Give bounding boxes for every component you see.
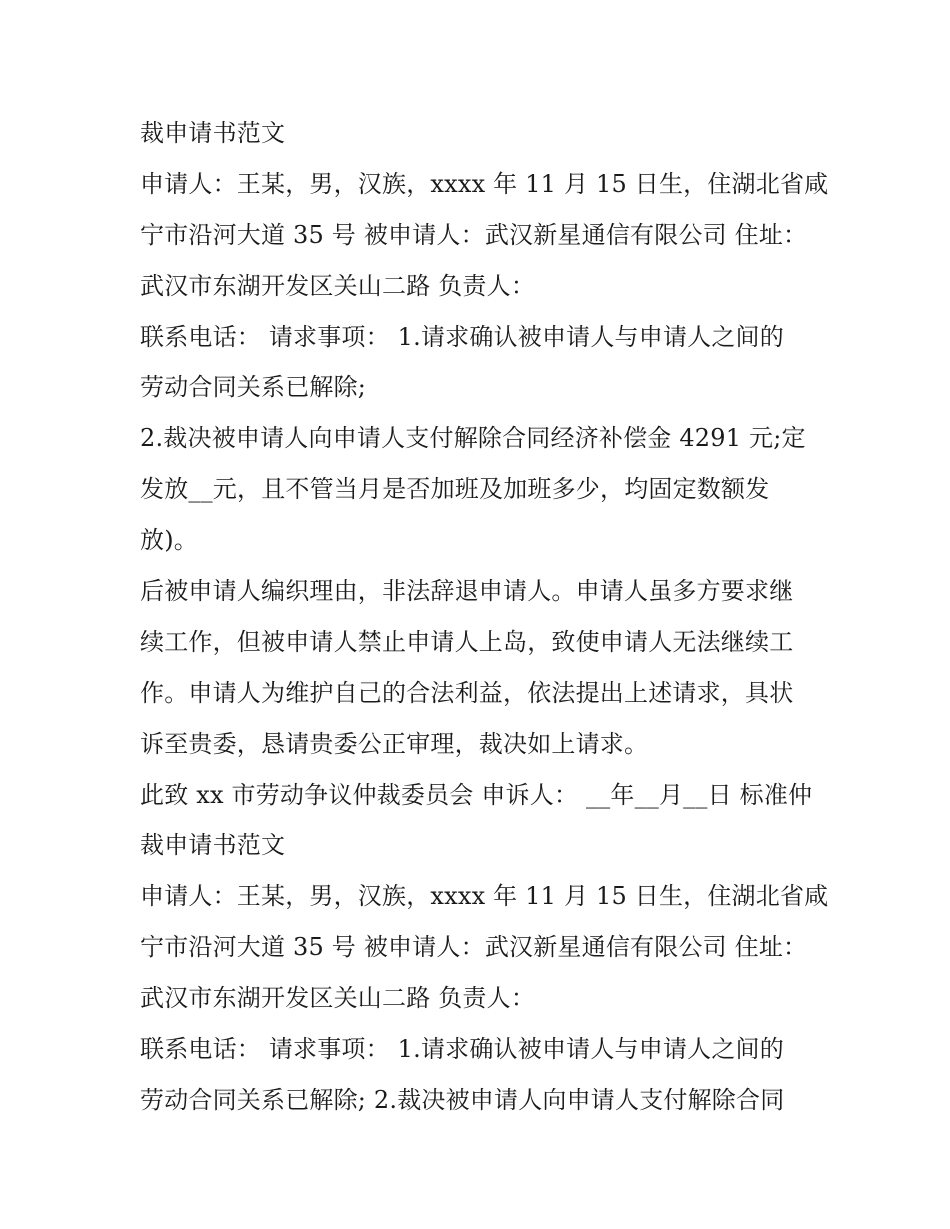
text-line: 发放__元，且不管当月是否加班及加班多少，均固定数额发 — [140, 475, 770, 504]
document-body — [140, 108, 829, 1126]
text-line: 宁市沿河大道 35 号 被申请人：武汉新星通信有限公司 住址： — [140, 933, 808, 962]
text-line: 放)。 — [140, 526, 198, 555]
text-line: 诉至贵委，恳请贵委公正审理，裁决如上请求。 — [140, 729, 649, 758]
text-line: 裁申请书范文 — [140, 119, 286, 147]
text-line: 后被申请人编织理由，非法辞退申请人。申请人虽多方要求继 — [140, 577, 794, 606]
text-line: 联系电话： 请求事项： 1.请求确认被申请人与申请人之间的 — [140, 1035, 784, 1064]
text-line: 裁申请书范文 — [140, 831, 286, 860]
text-line: 申请人：王某，男，汉族，xxxx 年 11 月 15 日生，住湖北省咸 — [140, 882, 829, 911]
text-line: 劳动合同关系已解除; — [140, 373, 367, 402]
text-line: 武汉市东湖开发区关山二路 负责人： — [140, 984, 536, 1013]
text-line: 申请人：王某，男，汉族，xxxx 年 11 月 15 日生，住湖北省咸 — [140, 169, 829, 198]
text-line: 2.裁决被申请人向申请人支付解除合同经济补偿金 4291 元;定 — [140, 424, 806, 453]
text-line: 此致 xx 市劳动争议仲裁委员会 申诉人： __年__月__日 标准仲 — [140, 780, 813, 809]
text-line: 武汉市东湖开发区关山二路 负责人： — [140, 271, 536, 300]
text-line: 续工作，但被申请人禁止申请人上岛，致使申请人无法继续工 — [140, 627, 794, 656]
text-line: 劳动合同关系已解除; 2.裁决被申请人向申请人支付解除合同 — [140, 1085, 785, 1114]
text-line: 作。申请人为维护自己的合法利益，依法提出上述请求，具状 — [140, 678, 794, 707]
text-line: 联系电话： 请求事项： 1.请求确认被申请人与申请人之间的 — [140, 322, 784, 351]
text-line: 宁市沿河大道 35 号 被申请人：武汉新星通信有限公司 住址： — [140, 220, 808, 249]
